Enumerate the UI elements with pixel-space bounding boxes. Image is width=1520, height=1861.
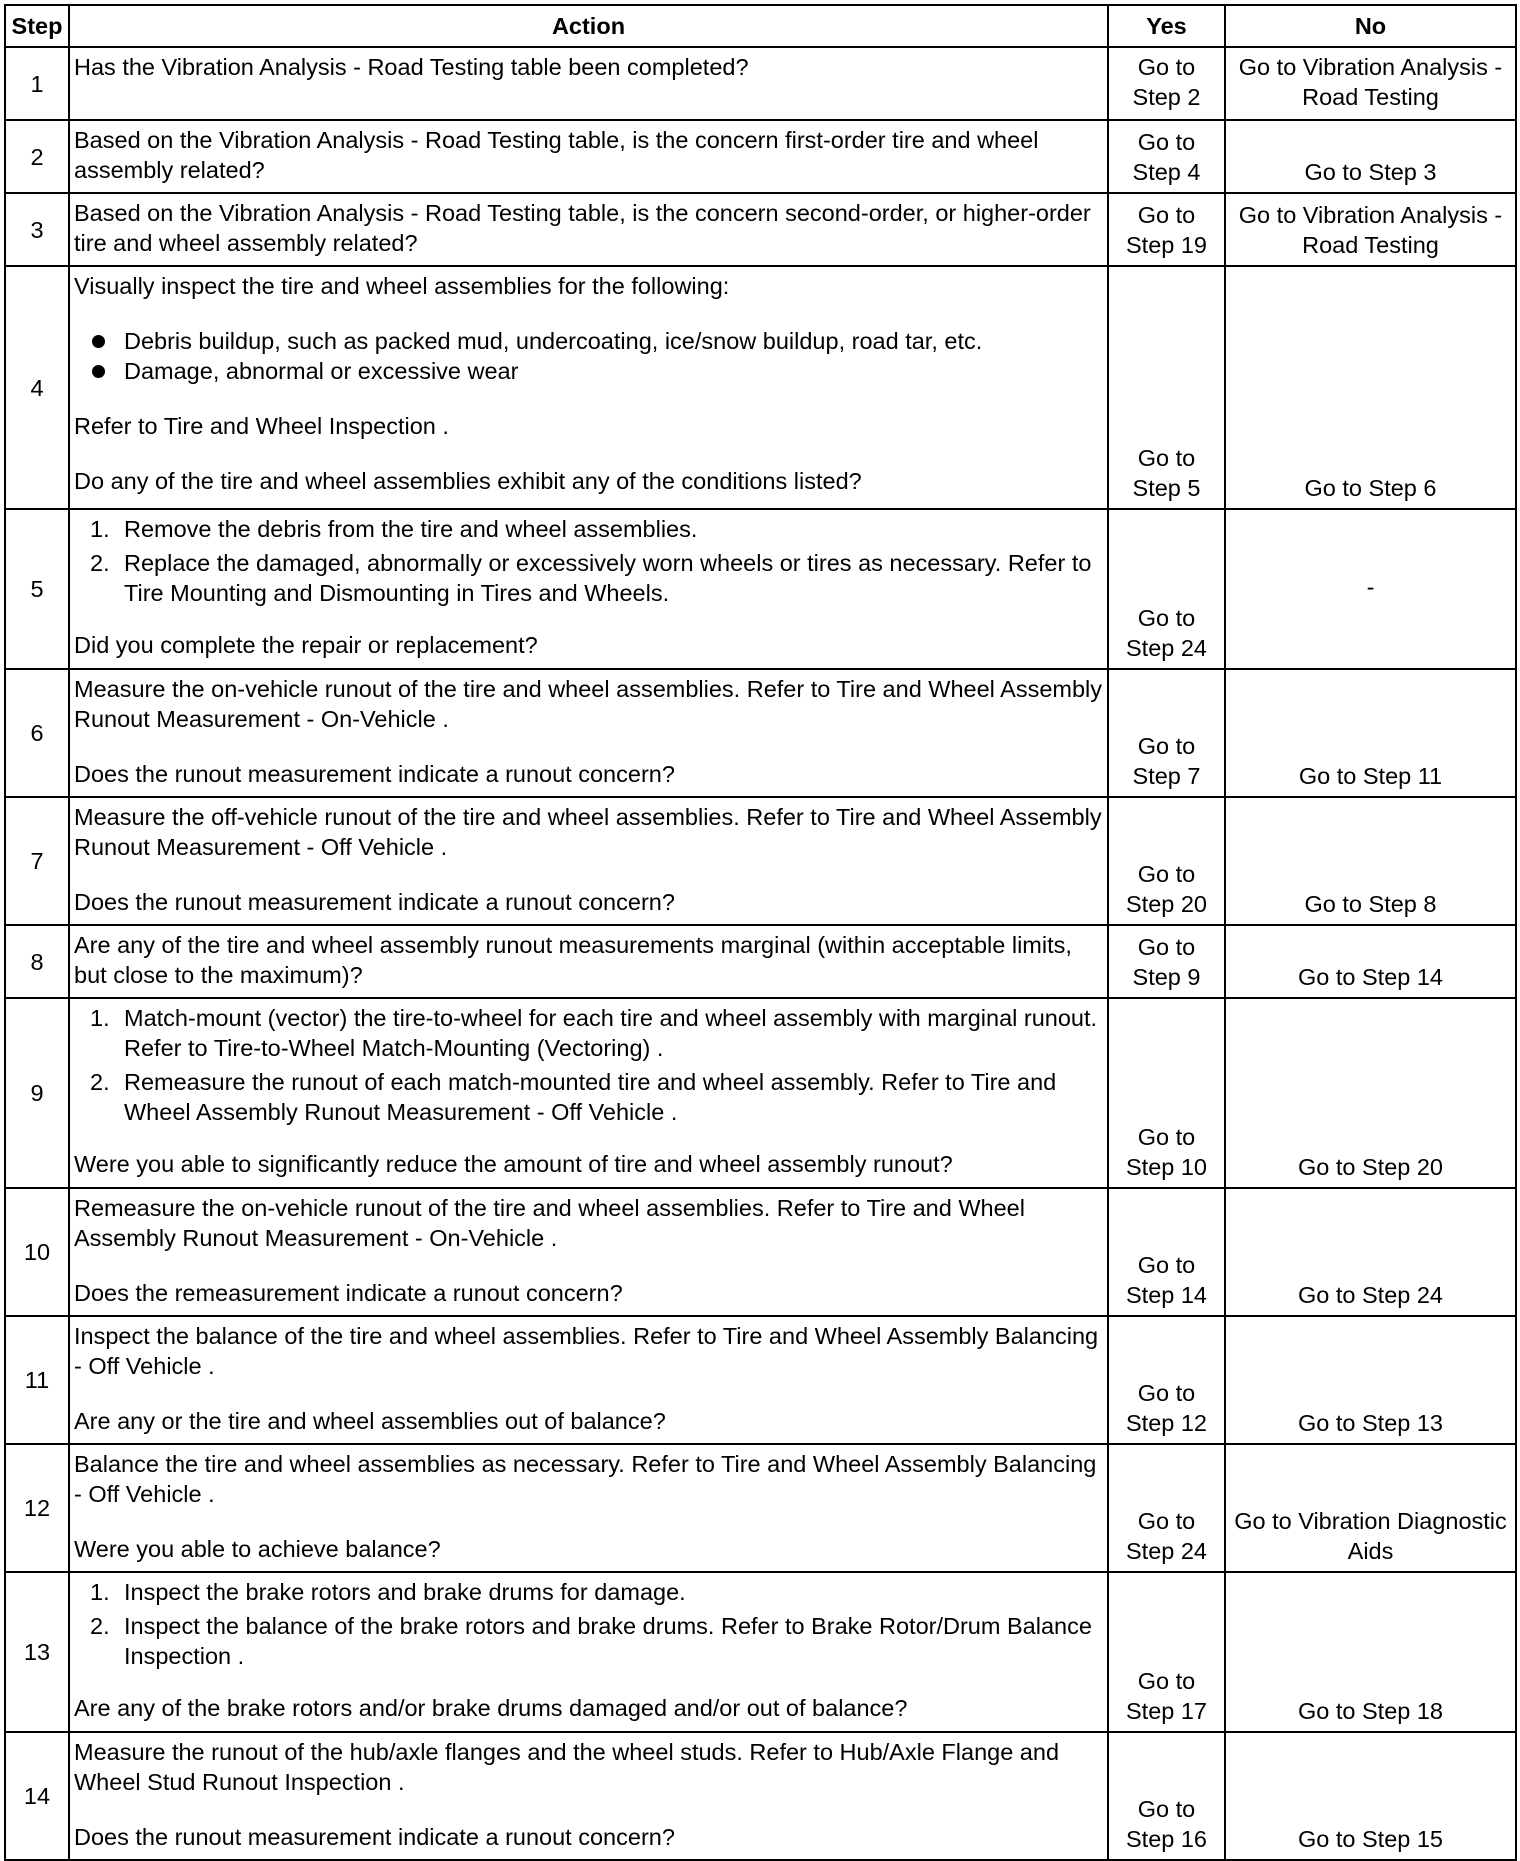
- action-text: Balance the tire and wheel assemblies as necessary. Refer to Tire and Wheel Assembly Balancing - Off Vehicle .: [74, 1451, 1097, 1507]
- no-cell: Go to Vibration Diagnostic Aids: [1225, 1444, 1516, 1572]
- step-number: 2: [5, 120, 69, 193]
- action-question: Did you complete the repair or replacement?: [74, 632, 538, 658]
- diagnostic-table: [4, 4, 1517, 1861]
- header-step: Step: [5, 5, 69, 47]
- list-item: [90, 1067, 1103, 1127]
- action-text: Measure the on-vehicle runout of the tire and wheel assemblies. Refer to Tire and Wheel Assembly Runout Measurement - On-Vehicle .: [74, 676, 1102, 732]
- no-cell: Go to Step 20: [1225, 998, 1516, 1188]
- table-row: [5, 266, 1516, 509]
- item-text: Remeasure the runout of each match-mounted tire and wheel assembly. Refer to Tire and Wheel Assembly Runout Measurement - Off Vehicle .: [124, 1069, 1057, 1125]
- item-number: 2.: [90, 1069, 110, 1095]
- table-row: [5, 1732, 1516, 1860]
- action-question: Does the runout measurement indicate a runout concern?: [74, 761, 675, 787]
- header-action: Action: [69, 5, 1108, 47]
- yes-cell: Go to Step 12: [1108, 1316, 1225, 1444]
- header-no: No: [1225, 5, 1516, 47]
- yes-cell: Go to Step 14: [1108, 1188, 1225, 1316]
- item-number: 2.: [90, 550, 110, 576]
- no-cell: Go to Vibration Analysis - Road Testing: [1225, 193, 1516, 266]
- list-item: [90, 548, 1103, 608]
- list-item: [90, 1003, 1103, 1063]
- step-number: 4: [5, 266, 69, 509]
- table-row: [5, 1188, 1516, 1316]
- step-number: 9: [5, 998, 69, 1188]
- action-cell: [69, 998, 1108, 1188]
- no-cell: Go to Step 24: [1225, 1188, 1516, 1316]
- yes-cell: Go to Step 19: [1108, 193, 1225, 266]
- action-text: Measure the runout of the hub/axle flanges and the wheel studs. Refer to Hub/Axle Flange and Wheel Stud Runout Inspection .: [74, 1739, 1060, 1795]
- yes-cell: Go to Step 2: [1108, 47, 1225, 120]
- step-number: 5: [5, 509, 69, 669]
- item-text: Match-mount (vector) the tire-to-wheel for each tire and wheel assembly with marginal runout. Refer to Tire-to-Wheel Match-Mounting (Vectoring) .: [124, 1005, 1098, 1061]
- action-question: Does the runout measurement indicate a runout concern?: [74, 1824, 675, 1850]
- no-cell: Go to Step 6: [1225, 266, 1516, 509]
- list-item: Debris buildup, such as packed mud, undercoating, ice/snow buildup, road tar, etc.: [124, 326, 1103, 356]
- procedure-list: [74, 1577, 1103, 1671]
- item-text: Inspect the brake rotors and brake drums for damage.: [124, 1579, 686, 1605]
- yes-cell: Go to Step 5: [1108, 266, 1225, 509]
- item-text: Inspect the balance of the brake rotors and brake drums. Refer to Brake Rotor/Drum Balance Inspection .: [124, 1613, 1092, 1669]
- list-item: [90, 1611, 1103, 1671]
- item-number: 1.: [90, 1005, 110, 1031]
- step-number: 10: [5, 1188, 69, 1316]
- header-yes: Yes: [1108, 5, 1225, 47]
- action-text: Are any of the tire and wheel assembly runout measurements marginal (within acceptable limits, but close to the maximum)?: [69, 925, 1108, 998]
- action-question: Do any of the tire and wheel assemblies exhibit any of the conditions listed?: [74, 468, 862, 494]
- no-cell: Go to Step 11: [1225, 669, 1516, 797]
- procedure-list: [74, 514, 1103, 608]
- condition-list: [74, 326, 1103, 386]
- step-number: 12: [5, 1444, 69, 1572]
- action-cell: [69, 1572, 1108, 1732]
- no-cell: Go to Step 15: [1225, 1732, 1516, 1860]
- action-question: Were you able to achieve balance?: [74, 1536, 441, 1562]
- yes-cell: Go to Step 17: [1108, 1572, 1225, 1732]
- list-item: [90, 1577, 1103, 1607]
- no-cell: Go to Step 13: [1225, 1316, 1516, 1444]
- action-question: Are any of the brake rotors and/or brake drums damaged and/or out of balance?: [74, 1695, 908, 1721]
- table-row: [5, 925, 1516, 998]
- item-number: 2.: [90, 1613, 110, 1639]
- action-cell: [69, 797, 1108, 925]
- table-row: [5, 998, 1516, 1188]
- yes-cell: Go to Step 24: [1108, 1444, 1225, 1572]
- item-number: 1.: [90, 516, 110, 542]
- table-row: [5, 193, 1516, 266]
- action-text: Remeasure the on-vehicle runout of the tire and wheel assemblies. Refer to Tire and Wheel Assembly Runout Measurement - On-Vehicle .: [74, 1195, 1025, 1251]
- action-question: Are any or the tire and wheel assemblies out of balance?: [74, 1408, 666, 1434]
- yes-cell: Go to Step 7: [1108, 669, 1225, 797]
- yes-cell: Go to Step 9: [1108, 925, 1225, 998]
- action-intro: Visually inspect the tire and wheel assemblies for the following:: [74, 273, 730, 299]
- no-cell: Go to Step 8: [1225, 797, 1516, 925]
- action-text: Measure the off-vehicle runout of the tire and wheel assemblies. Refer to Tire and Wheel Assembly Runout Measurement - Off Vehicle .: [74, 804, 1102, 860]
- action-question: Were you able to significantly reduce the amount of tire and wheel assembly runout?: [74, 1151, 953, 1177]
- action-cell: [69, 1444, 1108, 1572]
- step-number: 7: [5, 797, 69, 925]
- no-cell: Go to Step 18: [1225, 1572, 1516, 1732]
- yes-cell: Go to Step 4: [1108, 120, 1225, 193]
- step-number: 8: [5, 925, 69, 998]
- action-text: Based on the Vibration Analysis - Road Testing table, is the concern second-order, or higher-order tire and wheel assembly related?: [69, 193, 1108, 266]
- yes-cell: Go to Step 20: [1108, 797, 1225, 925]
- list-item: Damage, abnormal or excessive wear: [124, 356, 1103, 386]
- step-number: 1: [5, 47, 69, 120]
- item-text: Remove the debris from the tire and wheel assemblies.: [124, 516, 698, 542]
- no-cell: -: [1225, 509, 1516, 669]
- step-number: 6: [5, 669, 69, 797]
- step-number: 13: [5, 1572, 69, 1732]
- action-question: Does the remeasurement indicate a runout concern?: [74, 1280, 623, 1306]
- action-text: Inspect the balance of the tire and wheel assemblies. Refer to Tire and Wheel Assembly Balancing - Off Vehicle .: [74, 1323, 1099, 1379]
- yes-cell: Go to Step 16: [1108, 1732, 1225, 1860]
- table-row: [5, 669, 1516, 797]
- item-number: 1.: [90, 1579, 110, 1605]
- header-row: [5, 5, 1516, 47]
- table-row: [5, 1316, 1516, 1444]
- item-text: Replace the damaged, abnormally or excessively worn wheels or tires as necessary. Refer to Tire Mounting and Dismounting in Tires and Wheels.: [124, 550, 1092, 606]
- yes-cell: Go to Step 24: [1108, 509, 1225, 669]
- action-cell: [69, 1316, 1108, 1444]
- step-number: 11: [5, 1316, 69, 1444]
- list-item: [90, 514, 1103, 544]
- table-row: [5, 47, 1516, 120]
- table-row: [5, 1572, 1516, 1732]
- procedure-list: [74, 1003, 1103, 1127]
- step-number: 3: [5, 193, 69, 266]
- no-cell: Go to Vibration Analysis - Road Testing: [1225, 47, 1516, 120]
- action-question: Does the runout measurement indicate a runout concern?: [74, 889, 675, 915]
- action-reference: Refer to Tire and Wheel Inspection .: [74, 413, 449, 439]
- yes-cell: Go to Step 10: [1108, 998, 1225, 1188]
- table-row: [5, 797, 1516, 925]
- table-row: [5, 120, 1516, 193]
- action-cell: [69, 1732, 1108, 1860]
- action-text: Has the Vibration Analysis - Road Testing table been completed?: [69, 47, 1108, 120]
- step-number: 14: [5, 1732, 69, 1860]
- action-text: Based on the Vibration Analysis - Road Testing table, is the concern first-order tire and wheel assembly related?: [69, 120, 1108, 193]
- action-cell: [69, 669, 1108, 797]
- table-row: [5, 509, 1516, 669]
- action-cell: [69, 266, 1108, 509]
- table-row: [5, 1444, 1516, 1572]
- action-cell: [69, 1188, 1108, 1316]
- no-cell: Go to Step 14: [1225, 925, 1516, 998]
- no-cell: Go to Step 3: [1225, 120, 1516, 193]
- action-cell: [69, 509, 1108, 669]
